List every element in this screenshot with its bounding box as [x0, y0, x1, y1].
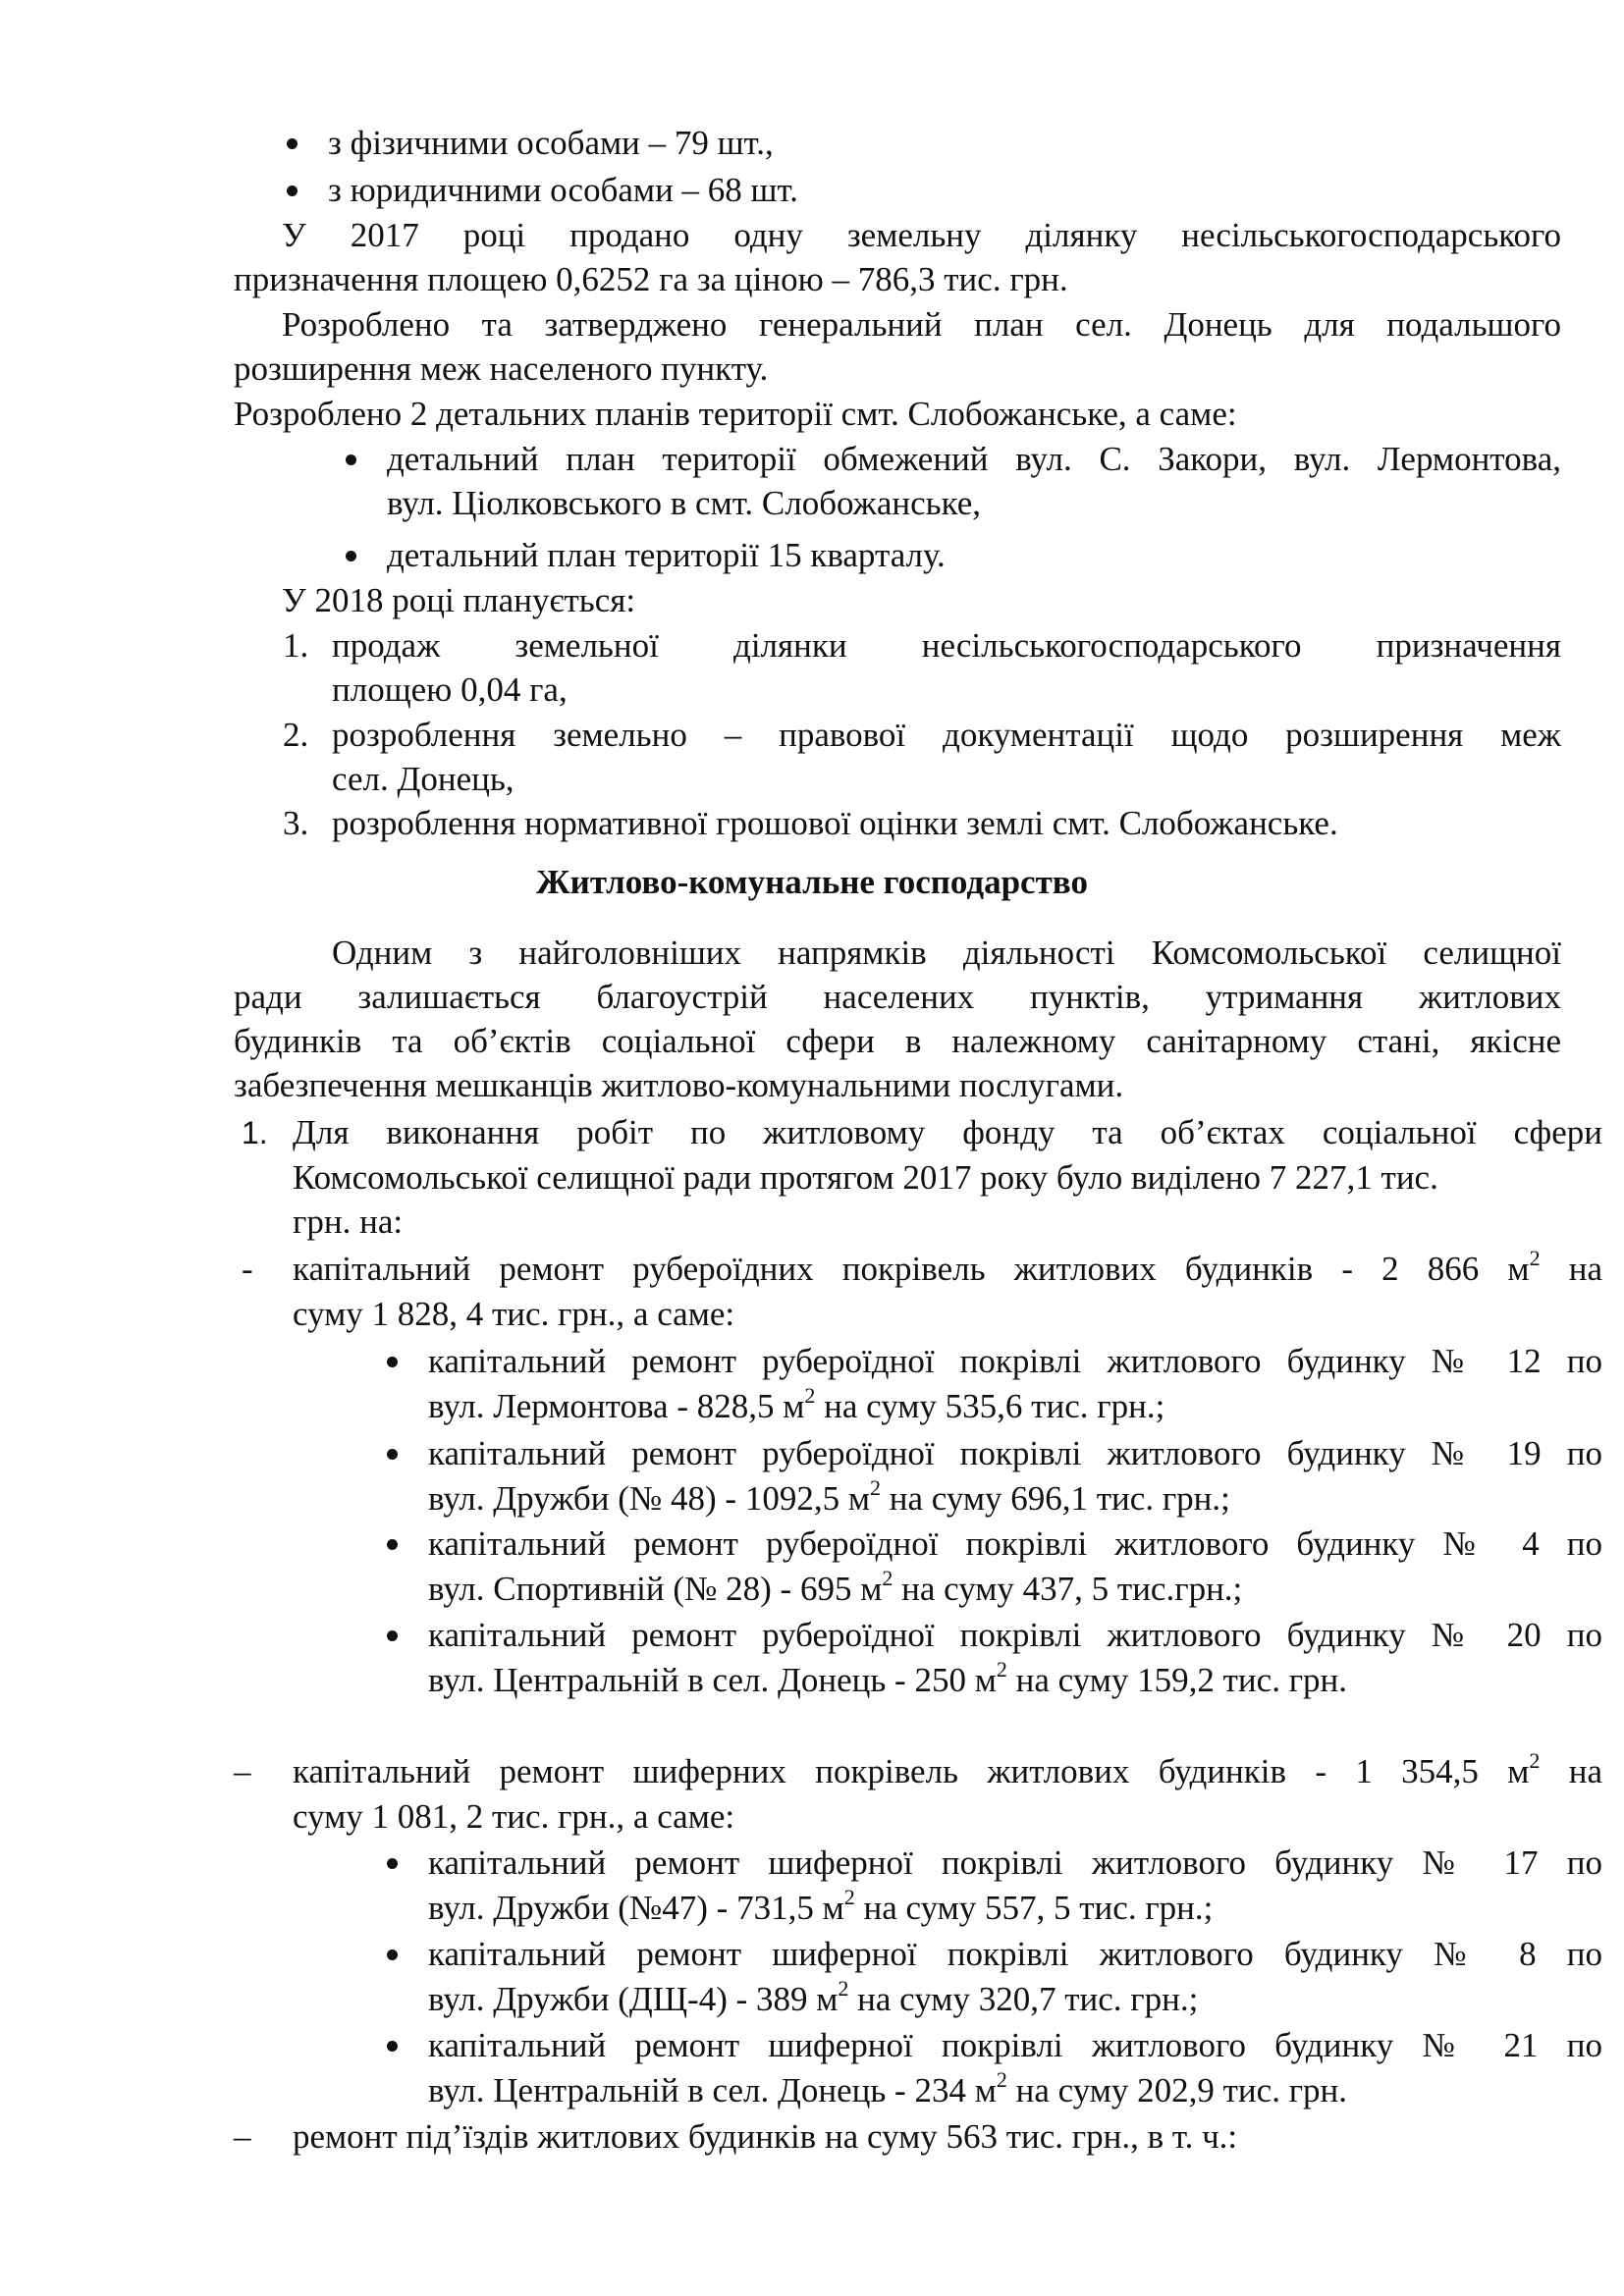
dash-marker: – — [234, 2117, 251, 2156]
roof-slate-summary: капітальний ремонт шиферних покрівель житлових будинків - 1 354,5 $м^2$ на — [293, 1748, 1603, 1790]
list-number: 1. — [242, 1115, 268, 1150]
bullet-item-continuation: вул. Центральній в сел. Донець - 250 $м^2$ на суму 159,2 тис. грн. — [428, 1657, 1348, 1699]
paragraph-general-plan-line: розширення меж населеного пункту. — [234, 349, 769, 388]
bullet-item-continuation: вул. Ціолковського в смт. Слобожанське, — [387, 484, 981, 522]
list-item-text: Для виконання робіт по житловому фонду та об’єктах соціальної сфери — [293, 1113, 1602, 1151]
roof-slate-summary-line: суму 1 081, 2 тис. грн., а саме: — [293, 1797, 735, 1836]
list-number: 3. — [283, 804, 309, 842]
bullet-item-continuation: вул. Спортивній (№ 28) - 695 $м^2$ на суму 437, 5 тис.грн.; — [428, 1566, 1243, 1608]
bullet-item-detailed-plan: детальний план території обмежений вул. С. Закори, вул. Лермонтова, — [387, 440, 1561, 478]
bullet-item-continuation: вул. Дружби (№ 48) - 1092,5 $м^2$ на суму 696,1 тис. грн.; — [428, 1475, 1230, 1518]
list-item-text: сел. Донець, — [332, 760, 514, 798]
roof-rubber-summary-line: суму 1 828, 4 тис. грн., а саме: — [293, 1295, 735, 1333]
entrances-repair-line: ремонт під’їздів житлових будинків на суму 563 тис. грн., в т. ч.: — [293, 2117, 1238, 2156]
list-number: 2. — [283, 716, 309, 754]
paragraph-intro-line: Одним з найголовніших напрямків діяльності Комсомольської селищної — [332, 934, 1561, 972]
paragraph-intro-line: ради залишається благоустрій населених пунктів, утримання житлових — [234, 978, 1561, 1016]
bullet-item-continuation: вул. Дружби (№47) - 731,5 $м^2$ на суму 557, 5 тис. грн.; — [428, 1885, 1214, 1927]
paragraph-intro-line: забезпечення мешканців житлово-комунальними послугами. — [234, 1066, 1124, 1104]
bullet-item-roof-repair: капітальний ремонт шиферної покрівлі житлового будинку № 8 по — [428, 1935, 1602, 1973]
section-heading: Житлово-комунальне господарство — [536, 863, 1088, 901]
paragraph-land-sale-line: У 2017 році продано одну земельну ділянку несільськогосподарського — [282, 216, 1561, 254]
bullet-item-legal-entities: з юридичними особами – 68 шт. — [328, 171, 798, 209]
paragraph-general-plan-line: Розроблено та затверджено генеральний план сел. Донець для подальшого — [282, 305, 1561, 344]
paragraph-detailed-plans-line: Розроблено 2 детальних планів території смт. Слобожанське, а саме: — [234, 395, 1237, 433]
bullet-item-roof-repair: капітальний ремонт рубероїдної покрівлі житлового будинку № 19 по — [428, 1434, 1602, 1472]
list-item-text: Комсомольської селищної ради протягом 2017 року було виділено 7 227,1 тис. — [293, 1158, 1438, 1197]
bullet-item-continuation: вул. Центральній в сел. Донець - 234 $м^2$ на суму 202,9 тис. грн. — [428, 2067, 1348, 2109]
bullet-item-roof-repair: капітальний ремонт рубероїдної покрівлі житлового будинку № 20 по — [428, 1616, 1602, 1654]
bullet-item-roof-repair: капітальний ремонт рубероїдної покрівлі житлового будинку № 4 по — [428, 1524, 1602, 1563]
list-item-text: розроблення нормативної грошової оцінки землі смт. Слобожанське. — [332, 804, 1338, 842]
list-number: 1. — [283, 626, 309, 665]
dash-marker: – — [234, 1752, 251, 1790]
bullet-item-continuation: вул. Дружби (ДЩ-4) - 389 $м^2$ на суму 320,7 тис. грн.; — [428, 1976, 1199, 2018]
bullet-item-detailed-plan: детальний план території 15 кварталу. — [387, 536, 946, 574]
paragraph-2018-intro: У 2018 році планується: — [282, 581, 636, 619]
bullet-item-continuation: вул. Лермонтова - 828,5 $м^2$ на суму 535,6 тис. грн.; — [428, 1383, 1165, 1425]
dash-marker: - — [242, 1250, 253, 1288]
roof-rubber-summary: капітальний ремонт рубероїдних покрівель житлових будинків - 2 866 $м^2$ на — [293, 1246, 1603, 1288]
list-item-text: грн. на: — [293, 1202, 404, 1241]
bullet-item-roof-repair: капітальний ремонт шиферної покрівлі житлового будинку № 17 по — [428, 1843, 1602, 1882]
paragraph-land-sale-line: призначення площею 0,6252 га за ціною – 786,3 тис. грн. — [234, 260, 1068, 298]
paragraph-intro-line: будинків та об’єктів соціальної сфери в належному санітарному стані, якісне — [234, 1022, 1561, 1060]
bullet-item-individuals: з фізичними особами – 79 шт., — [328, 124, 774, 162]
list-item-text: розроблення земельно – правової документації щодо розширення меж — [332, 716, 1561, 754]
list-item-text: площею 0,04 га, — [332, 670, 568, 709]
bullet-item-roof-repair: капітальний ремонт рубероїдної покрівлі житлового будинку № 12 по — [428, 1342, 1602, 1380]
list-item-text: продаж земельної ділянки несільськогосподарського призначення — [332, 626, 1561, 665]
bullet-item-roof-repair: капітальний ремонт шиферної покрівлі житлового будинку № 21 по — [428, 2026, 1602, 2064]
